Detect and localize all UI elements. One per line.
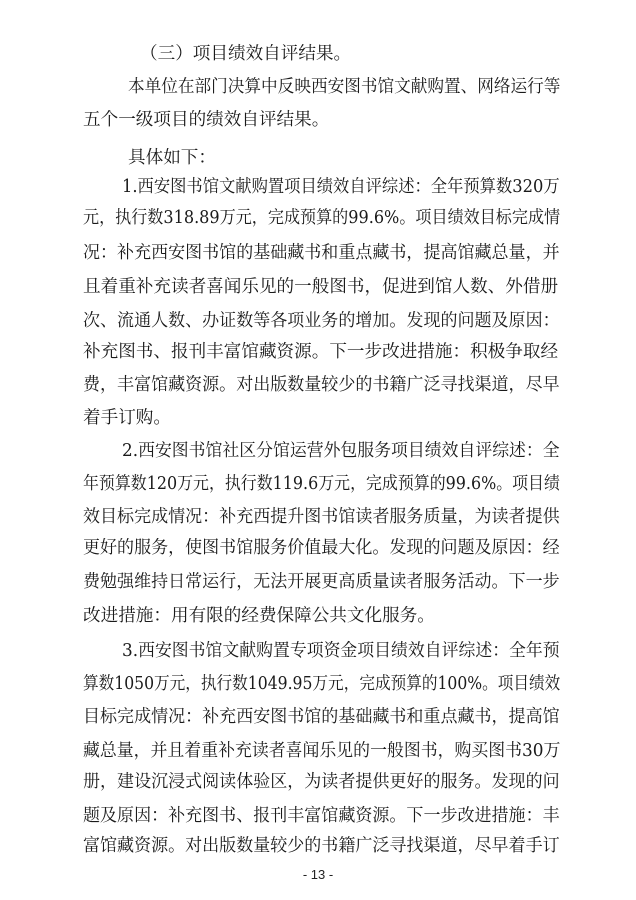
text-line: 2.西安图书馆社区分馆运营外包服务项目绩效自评综述：全	[122, 441, 560, 461]
text-line: 3.西安图书馆文献购置专项资金项目绩效自评综述：全年预	[122, 641, 560, 661]
text-line: 改进措施：用有限的经费保障公共文化服务。	[83, 606, 435, 626]
page-number: - 13 -	[302, 867, 334, 882]
text-line: 册，建设沉浸式阅读体验区，为读者提供更好的服务。发现的问	[83, 772, 560, 792]
text-line: 更好的服务，使图书馆服务价值最大化。发现的问题及原因：经	[83, 538, 560, 558]
text-line: 补充图书、报刊丰富馆藏资源。下一步改进措施：积极争取经	[83, 342, 559, 362]
text-line: 本单位在部门决算中反映西安图书馆文献购置、网络运行等	[128, 77, 561, 97]
text-line: 元，执行数318.89万元，完成预算的99.6%。项目绩效目标完成情	[83, 208, 561, 228]
text-line: 且着重补充读者喜闻乐见的一般图书，促进到馆人数、外借册	[83, 277, 559, 297]
text-line: 五个一级项目的绩效自评结果。	[83, 110, 330, 130]
text-line: 效目标完成情况：补充西提升图书馆读者服务质量，为读者提供	[83, 507, 560, 527]
text-line: 年预算数120万元，执行数119.6万元，完成预算的99.6%。项目绩	[83, 474, 560, 494]
text-line: 费，丰富馆藏资源。对出版数量较少的书籍广泛寻找渠道，尽早	[83, 375, 560, 395]
text-line: 着手订购。	[83, 408, 171, 428]
text-line: 况：补充西安图书馆的基础藏书和重点藏书，提高馆藏总量，并	[83, 243, 560, 263]
text-line: 1.西安图书馆文献购置项目绩效自评综述：全年预算数320万	[122, 177, 560, 197]
section-heading: （三）项目绩效自评结果。	[140, 44, 352, 64]
text-line: 次、流通人数、办证数等各项业务的增加。发现的问题及原因：	[83, 311, 560, 331]
text-line: 费勉强维持日常运行，无法开展更高质量读者服务活动。下一步	[83, 572, 560, 592]
text-line: 富馆藏资源。对出版数量较少的书籍广泛寻找渠道，尽早着手订	[83, 836, 560, 856]
text-line: 题及原因：补充图书、报刊丰富馆藏资源。下一步改进措施：丰	[83, 806, 560, 826]
text-line: 算数1050万元，执行数1049.95万元，完成预算的100%。项目绩效	[83, 674, 561, 694]
text-line: 具体如下：	[128, 148, 216, 168]
text-line: 藏总量，并且着重补充读者喜闻乐见的一般图书，购买图书30万	[83, 741, 561, 761]
text-line: 目标完成情况：补充西安图书馆的基础藏书和重点藏书，提高馆	[83, 707, 560, 727]
